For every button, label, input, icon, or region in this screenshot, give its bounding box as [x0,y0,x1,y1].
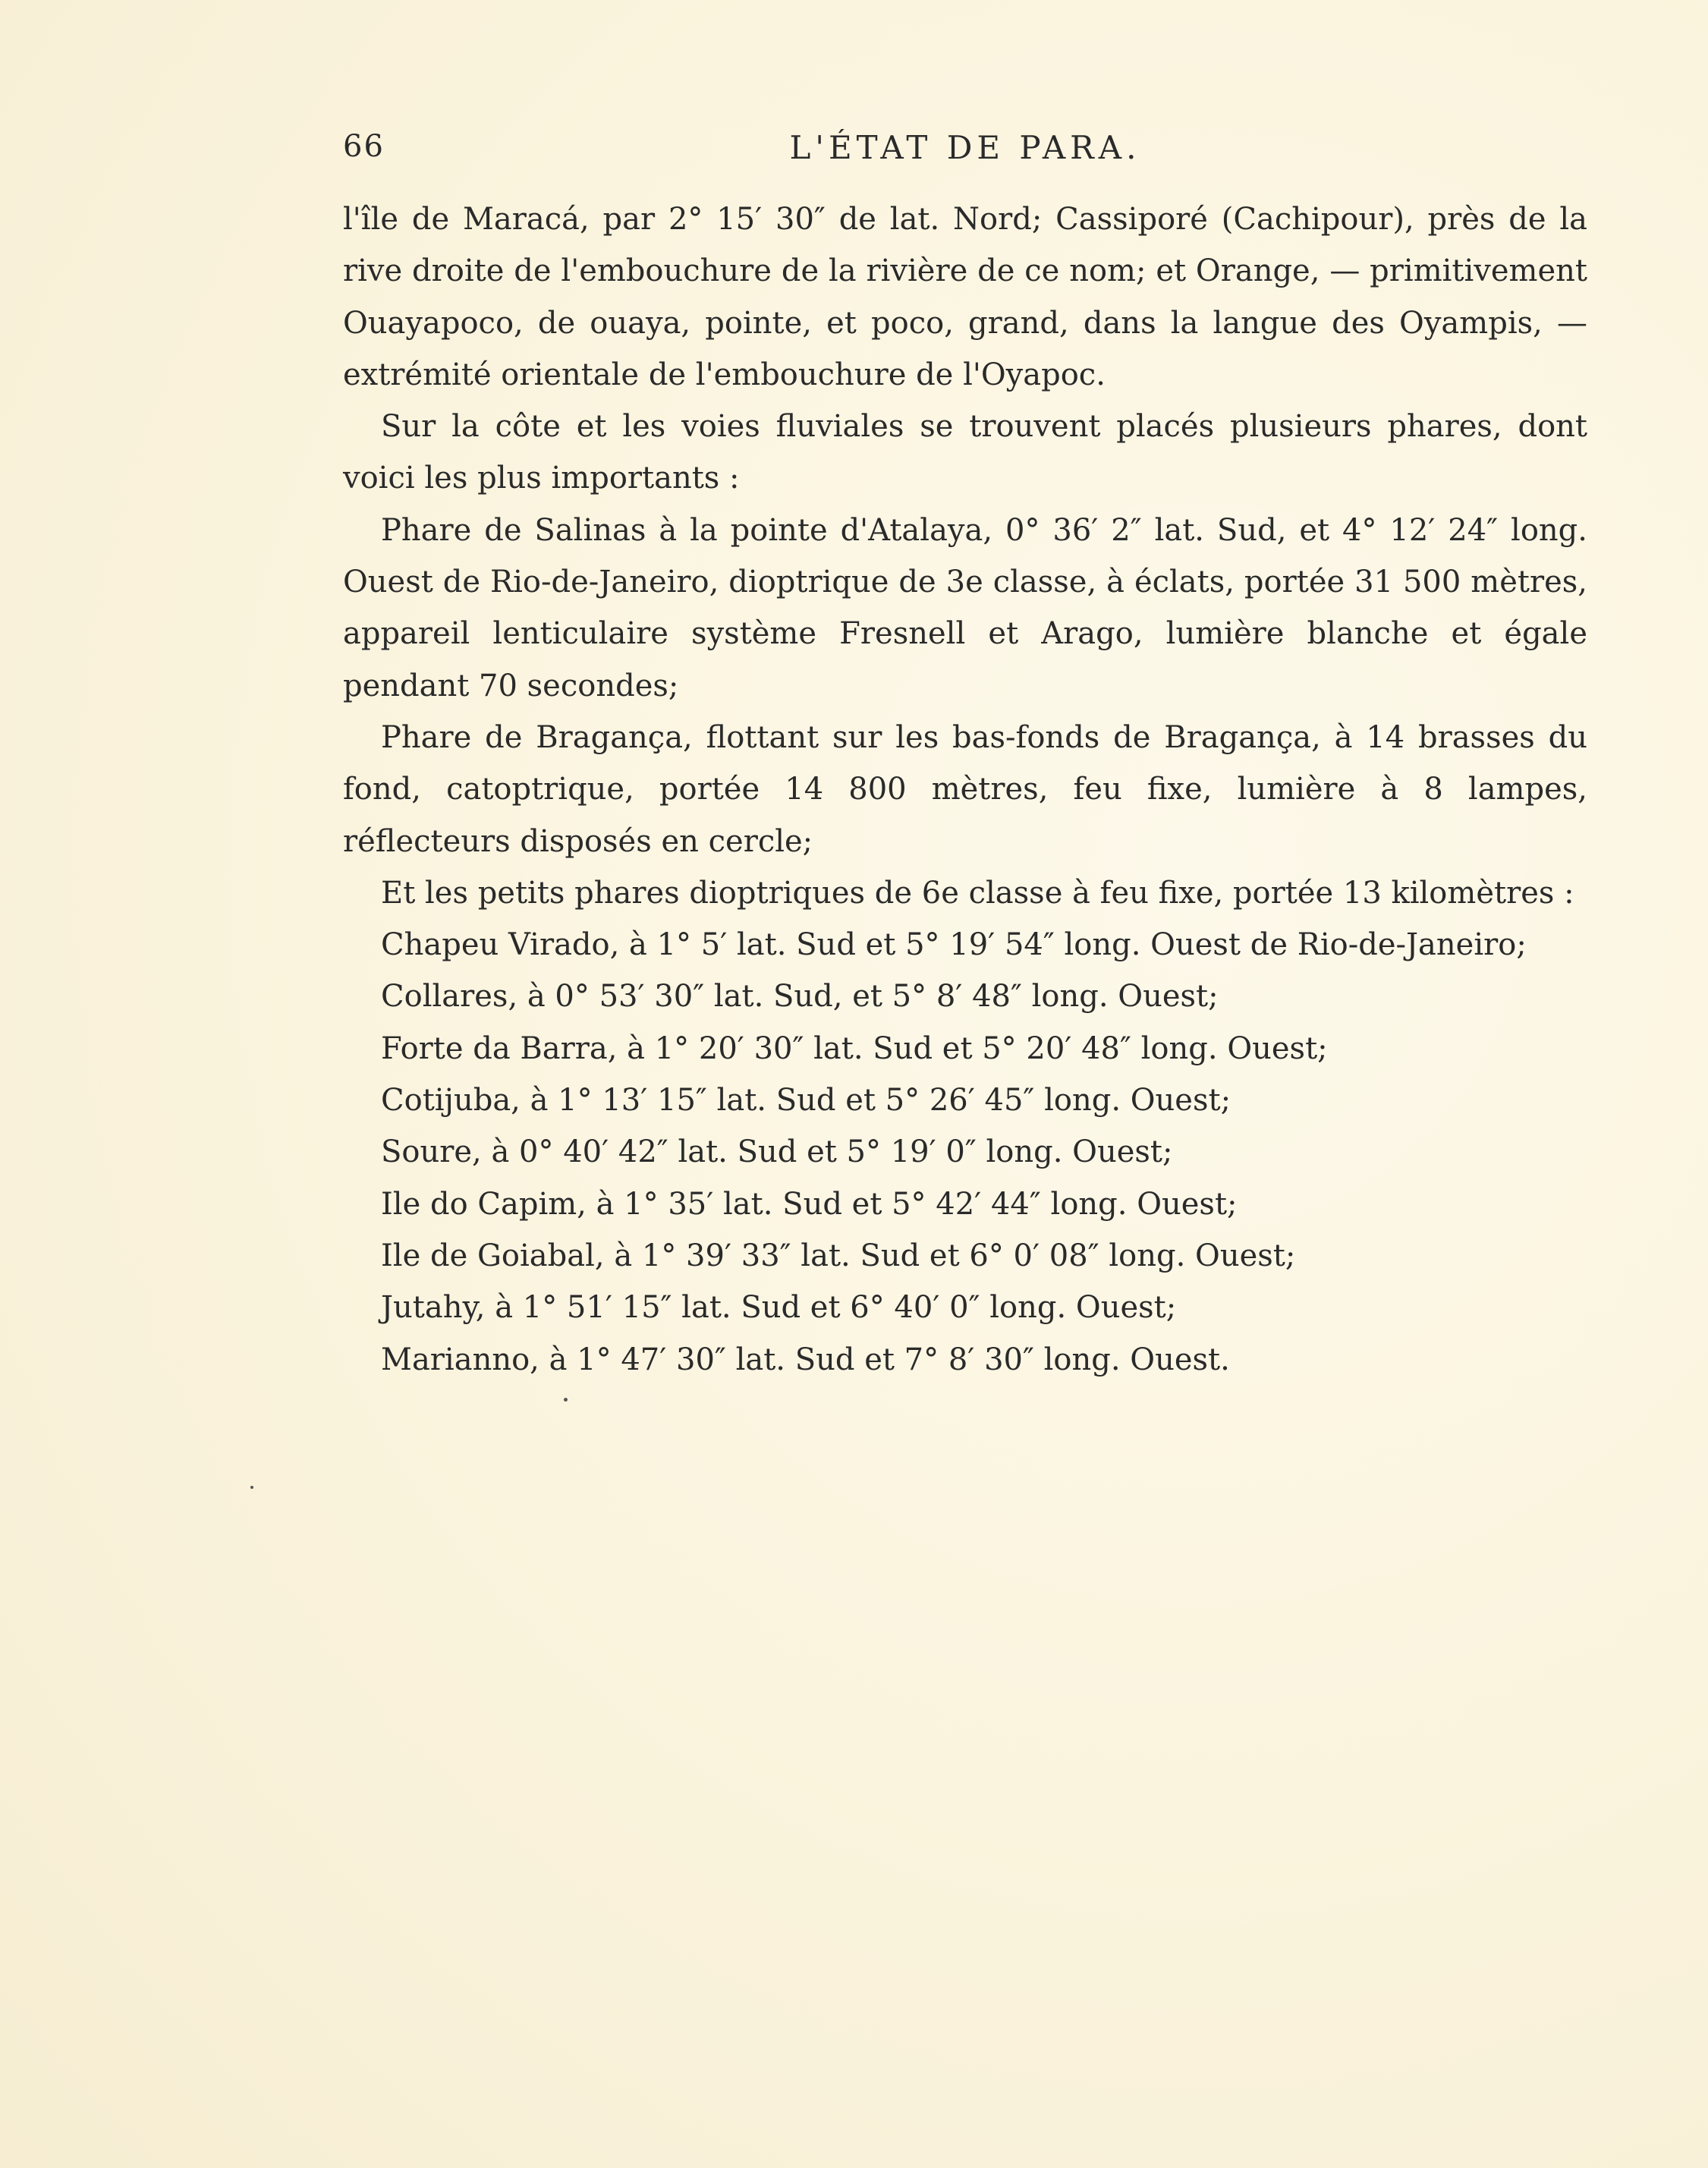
lighthouse-entry: Marianno, à 1° 47′ 30″ lat. Sud et 7° 8′ 30″ long. Ouest. [381,1342,1230,1377]
paragraph-continuation: l'île de Maracá, par 2° 15′ 30″ de lat. Nord; Cassiporé (Cachipour), près de la rive droite de l'embouchure de la rivière de ce nom; et Orange, — primitivement Ouayapoco, de ouaya, pointe, et poco, grand, dans la langue des Oyampis, — extrémité orientale de l'embouchure de l'Oyapoc. [343,202,1587,392]
lighthouse-entry: Cotijuba, à 1° 13′ 15″ lat. Sud et 5° 26′ 45″ long. Ouest; [381,1083,1231,1119]
lighthouse-entry: Soure, à 0° 40′ 42″ lat. Sud et 5° 19′ 0″ long. Ouest; [381,1134,1173,1170]
page-number: 66 [343,129,385,164]
lighthouse-entry: Chapeu Virado, à 1° 5′ lat. Sud et 5° 19′ 54″ long. Ouest de Rio-de-Janeiro; [381,927,1527,963]
lighthouse-entry: Collares, à 0° 53′ 30″ lat. Sud, et 5° 8′ 48″ long. Ouest; [381,979,1219,1015]
ink-speck [250,1486,253,1489]
paragraph-braganca: Phare de Bragança, flottant sur les bas-fonds de Bragança, à 14 brasses du fond, catoptrique, portée 14 800 mètres, feu fixe, lumière à 8 lampes, réflecteurs disposés en cercle; [343,719,1587,859]
lighthouse-entry: Forte da Barra, à 1° 20′ 30″ lat. Sud et 5° 20′ 48″ long. Ouest; [381,1031,1328,1066]
running-head [343,129,1587,175]
paragraph-small-lighthouses: Et les petits phares dioptriques de 6e classe à feu fixe, portée 13 kilomètres : [381,875,1574,911]
lighthouse-entry: Jutahy, à 1° 51′ 15″ lat. Sud et 6° 40′ 0″ long. Ouest; [381,1290,1177,1326]
running-title: L'ÉTAT DE PARA. [789,129,1141,166]
body-text [343,194,1587,1386]
paragraph-lighthouses-intro: Sur la côte et les voies fluviales se trouvent placés plusieurs phares, dont voici les plus importants : [343,409,1587,496]
paragraph-salinas: Phare de Salinas à la pointe d'Atalaya, 0° 36′ 2″ lat. Sud, et 4° 12′ 24″ long. Ouest de Rio-de-Janeiro, dioptrique de 3e classe, à éclats, portée 31 500 mètres, appareil lenticulaire système Fresnell et Arago, lumière blanche et égale pendant 70 secondes; [343,512,1587,703]
lighthouse-entry: Ile do Capim, à 1° 35′ lat. Sud et 5° 42′ 44″ long. Ouest; [381,1186,1238,1222]
lighthouse-entry: Ile de Goiabal, à 1° 39′ 33″ lat. Sud et 6° 0′ 08″ long. Ouest; [381,1238,1296,1273]
ink-speck [564,1398,568,1402]
